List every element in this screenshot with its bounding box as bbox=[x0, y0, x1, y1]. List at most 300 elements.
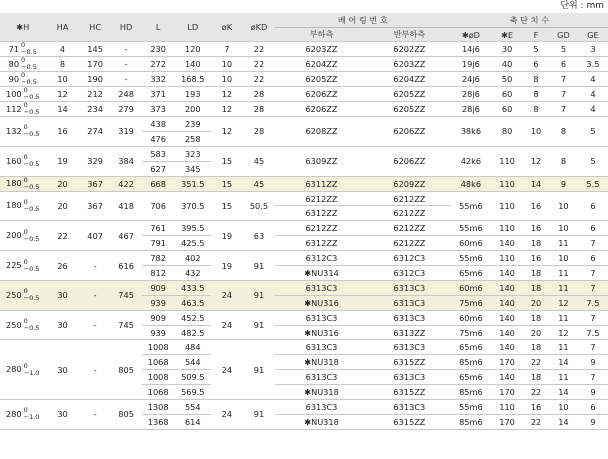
ld-cell: 323 bbox=[175, 146, 211, 161]
hd-cell: 279 bbox=[111, 102, 142, 117]
l-cell: 1368 bbox=[142, 414, 175, 429]
height-cell bbox=[0, 310, 45, 340]
table-body bbox=[0, 42, 608, 430]
ge-cell: 7.5 bbox=[578, 295, 608, 310]
ha-cell: 20 bbox=[45, 176, 79, 191]
ge-cell: 7 bbox=[578, 280, 608, 295]
anti-load-side-bearing-cell: 6313C3 bbox=[368, 310, 451, 325]
k-cell: 15 bbox=[211, 191, 243, 221]
table-row bbox=[0, 87, 608, 102]
kd-cell: 22 bbox=[243, 72, 275, 87]
l-cell: 761 bbox=[142, 221, 175, 236]
d-cell: 38k6 bbox=[451, 117, 491, 147]
kd-cell: 22 bbox=[243, 42, 275, 57]
ge-cell: 4 bbox=[578, 87, 608, 102]
e-cell: 140 bbox=[491, 340, 523, 355]
load-side-bearing-cell: 6309ZZ bbox=[275, 146, 368, 176]
hd-cell: 422 bbox=[111, 176, 142, 191]
e-cell: 110 bbox=[491, 251, 523, 266]
load-side-bearing-cell: 6203ZZ bbox=[275, 42, 368, 57]
anti-load-side-bearing-cell: 6204ZZ bbox=[368, 72, 451, 87]
anti-load-side-bearing-cell: 6212ZZ bbox=[368, 221, 451, 236]
l-cell: 438 bbox=[142, 117, 175, 132]
f-cell: 12 bbox=[523, 146, 549, 176]
f-cell: 20 bbox=[523, 325, 549, 340]
e-cell: 80 bbox=[491, 117, 523, 147]
header-anti-load-side: 반부하측 bbox=[368, 28, 451, 42]
f-cell: 6 bbox=[523, 57, 549, 72]
kd-cell: 91 bbox=[243, 310, 275, 340]
height-value: 200 bbox=[6, 230, 22, 241]
ld-cell: 193 bbox=[175, 87, 211, 102]
gd-cell: 7 bbox=[549, 102, 578, 117]
ge-cell: 3 bbox=[578, 42, 608, 57]
l-cell: 583 bbox=[142, 146, 175, 161]
load-side-bearing-cell: ✱NU316 bbox=[275, 325, 368, 340]
gd-cell: 11 bbox=[549, 266, 578, 281]
height-cell bbox=[0, 176, 45, 191]
ld-cell: 395.5 bbox=[175, 221, 211, 236]
height-value: 80 bbox=[8, 58, 20, 69]
l-cell: 909 bbox=[142, 310, 175, 325]
ge-cell: 9 bbox=[578, 355, 608, 370]
l-cell: 782 bbox=[142, 251, 175, 266]
height-cell bbox=[0, 340, 45, 400]
height-tolerance bbox=[24, 318, 40, 332]
k-cell: 12 bbox=[211, 102, 243, 117]
hc-cell: - bbox=[80, 340, 111, 400]
kd-cell: 45 bbox=[243, 146, 275, 176]
ge-cell: 9 bbox=[578, 385, 608, 400]
l-cell: 812 bbox=[142, 266, 175, 281]
anti-load-side-bearing-cell: 6315ZZ bbox=[368, 385, 451, 400]
k-cell: 15 bbox=[211, 176, 243, 191]
load-side-bearing-cell: 6206ZZ bbox=[275, 87, 368, 102]
ha-cell: 4 bbox=[45, 42, 79, 57]
table-row bbox=[0, 310, 608, 325]
e-cell: 140 bbox=[491, 370, 523, 385]
ha-cell: 16 bbox=[45, 117, 79, 147]
ge-cell: 9 bbox=[578, 414, 608, 429]
ge-cell: 7 bbox=[578, 340, 608, 355]
d-cell: 60m6 bbox=[451, 236, 491, 251]
anti-load-side-bearing-cell: 6312C3 bbox=[368, 251, 451, 266]
hd-cell: 384 bbox=[111, 146, 142, 176]
load-side-bearing-cell: 6312ZZ bbox=[275, 236, 368, 251]
f-cell: 20 bbox=[523, 295, 549, 310]
ld-cell: 554 bbox=[175, 400, 211, 415]
height-tolerance bbox=[24, 288, 40, 302]
tolerance-lower: −1.0 bbox=[23, 413, 40, 422]
height-value: 132 bbox=[6, 125, 22, 136]
tolerance-lower: −0.5 bbox=[21, 78, 37, 86]
f-cell: 22 bbox=[523, 414, 549, 429]
f-cell: 16 bbox=[523, 191, 549, 221]
gd-cell: 11 bbox=[549, 310, 578, 325]
ld-cell: 200 bbox=[175, 102, 211, 117]
ha-cell: 30 bbox=[45, 310, 79, 340]
l-cell: 1008 bbox=[142, 340, 175, 355]
load-side-bearing-cell: 6205ZZ bbox=[275, 72, 368, 87]
ge-cell: 6 bbox=[578, 251, 608, 266]
ld-cell: 463.5 bbox=[175, 295, 211, 310]
tolerance-upper: 0 bbox=[23, 317, 28, 326]
header-shaft-group: 축 단 치 수 bbox=[451, 13, 608, 28]
hc-cell: 212 bbox=[80, 87, 111, 102]
height-cell bbox=[0, 191, 45, 221]
f-cell: 16 bbox=[523, 251, 549, 266]
gd-cell: 12 bbox=[549, 325, 578, 340]
d-cell: 85m6 bbox=[451, 355, 491, 370]
d-cell: 42k6 bbox=[451, 146, 491, 176]
tolerance-lower: −0.5 bbox=[21, 48, 37, 56]
l-cell: 476 bbox=[142, 131, 175, 146]
height-cell bbox=[0, 280, 45, 310]
e-cell: 60 bbox=[491, 87, 523, 102]
ld-cell: 120 bbox=[175, 42, 211, 57]
anti-load-side-bearing-cell: 6313C3 bbox=[368, 400, 451, 415]
f-cell: 18 bbox=[523, 370, 549, 385]
load-side-bearing-cell: 6212ZZ bbox=[275, 221, 368, 236]
e-cell: 50 bbox=[491, 72, 523, 87]
ld-cell: 484 bbox=[175, 340, 211, 355]
hd-cell: 745 bbox=[111, 280, 142, 310]
hc-cell: 190 bbox=[80, 72, 111, 87]
ld-cell: 614 bbox=[175, 414, 211, 429]
height-value: 280 bbox=[6, 408, 22, 419]
table-row bbox=[0, 102, 608, 117]
gd-cell: 10 bbox=[549, 251, 578, 266]
e-cell: 110 bbox=[491, 221, 523, 236]
f-cell: 14 bbox=[523, 176, 549, 191]
kd-cell: 28 bbox=[243, 117, 275, 147]
tolerance-lower: −0.5 bbox=[23, 204, 40, 213]
e-cell: 140 bbox=[491, 310, 523, 325]
ha-cell: 8 bbox=[45, 57, 79, 72]
hd-cell: - bbox=[111, 72, 142, 87]
load-side-bearing-cell: 6313C3 bbox=[275, 400, 368, 415]
hd-cell: 467 bbox=[111, 221, 142, 251]
header-h: ✱H bbox=[0, 13, 45, 42]
load-side-bearing-cell: 6212ZZ bbox=[275, 191, 368, 206]
height-value: 71 bbox=[8, 43, 20, 54]
ge-cell: 3.5 bbox=[578, 57, 608, 72]
header-l: L bbox=[142, 13, 175, 42]
l-cell: 939 bbox=[142, 325, 175, 340]
tolerance-lower: −0.5 bbox=[23, 294, 40, 303]
header-bearing-group: 베 어 링 번 호 bbox=[275, 13, 451, 28]
ha-cell: 30 bbox=[45, 400, 79, 430]
header-ge: GE bbox=[578, 28, 608, 42]
e-cell: 110 bbox=[491, 191, 523, 221]
d-cell: 55m6 bbox=[451, 221, 491, 236]
gd-cell: 5 bbox=[549, 42, 578, 57]
gd-cell: 12 bbox=[549, 295, 578, 310]
tolerance-upper: 0 bbox=[23, 227, 28, 236]
height-value: 250 bbox=[6, 289, 22, 300]
height-cell bbox=[0, 251, 45, 281]
kd-cell: 91 bbox=[243, 400, 275, 430]
load-side-bearing-cell: 6313C3 bbox=[275, 370, 368, 385]
ld-cell: 482.5 bbox=[175, 325, 211, 340]
tolerance-lower: −0.5 bbox=[23, 264, 40, 273]
k-cell: 7 bbox=[211, 42, 243, 57]
height-value: 180 bbox=[6, 178, 22, 189]
header-hd: HD bbox=[111, 13, 142, 42]
ld-cell: 569.5 bbox=[175, 385, 211, 400]
kd-cell: 91 bbox=[243, 251, 275, 281]
tolerance-upper: 0 bbox=[23, 176, 28, 184]
k-cell: 19 bbox=[211, 251, 243, 281]
tolerance-upper: 0 bbox=[21, 71, 26, 79]
ld-cell: 452.5 bbox=[175, 310, 211, 325]
l-cell: 230 bbox=[142, 42, 175, 57]
l-cell: 1308 bbox=[142, 400, 175, 415]
d-cell: 60m6 bbox=[451, 310, 491, 325]
ld-cell: 544 bbox=[175, 355, 211, 370]
l-cell: 1008 bbox=[142, 370, 175, 385]
header-load-side: 부하측 bbox=[275, 28, 368, 42]
height-tolerance bbox=[24, 87, 40, 101]
load-side-bearing-cell: 6204ZZ bbox=[275, 57, 368, 72]
gd-cell: 8 bbox=[549, 117, 578, 147]
height-cell bbox=[0, 57, 45, 72]
kd-cell: 28 bbox=[243, 87, 275, 102]
hd-cell: - bbox=[111, 42, 142, 57]
ge-cell: 7 bbox=[578, 266, 608, 281]
tolerance-lower: −0.5 bbox=[23, 234, 40, 243]
ge-cell: 7 bbox=[578, 236, 608, 251]
k-cell: 24 bbox=[211, 280, 243, 310]
d-cell: 65m6 bbox=[451, 266, 491, 281]
gd-cell: 14 bbox=[549, 414, 578, 429]
table-row bbox=[0, 221, 608, 236]
e-cell: 140 bbox=[491, 266, 523, 281]
anti-load-side-bearing-cell: 6206ZZ bbox=[368, 146, 451, 176]
hd-cell: 248 bbox=[111, 87, 142, 102]
l-cell: 332 bbox=[142, 72, 175, 87]
l-cell: 909 bbox=[142, 280, 175, 295]
ge-cell: 7.5 bbox=[578, 325, 608, 340]
k-cell: 24 bbox=[211, 400, 243, 430]
f-cell: 18 bbox=[523, 280, 549, 295]
hc-cell: - bbox=[80, 310, 111, 340]
anti-load-side-bearing-cell: 6313ZZ bbox=[368, 325, 451, 340]
l-cell: 627 bbox=[142, 161, 175, 176]
height-cell bbox=[0, 102, 45, 117]
anti-load-side-bearing-cell: 6205ZZ bbox=[368, 102, 451, 117]
height-tolerance bbox=[21, 42, 37, 56]
gd-cell: 10 bbox=[549, 191, 578, 221]
load-side-bearing-cell: ✱NU318 bbox=[275, 355, 368, 370]
anti-load-side-bearing-cell: 6312C3 bbox=[368, 266, 451, 281]
l-cell: 373 bbox=[142, 102, 175, 117]
anti-load-side-bearing-cell: 6206ZZ bbox=[368, 117, 451, 147]
gd-cell: 14 bbox=[549, 385, 578, 400]
l-cell: 272 bbox=[142, 57, 175, 72]
unit-label: 단위 : mm bbox=[560, 1, 604, 11]
gd-cell: 10 bbox=[549, 221, 578, 236]
anti-load-side-bearing-cell: 6313C3 bbox=[368, 280, 451, 295]
tolerance-upper: 0 bbox=[23, 101, 28, 109]
table-row bbox=[0, 400, 608, 415]
e-cell: 60 bbox=[491, 102, 523, 117]
e-cell: 110 bbox=[491, 400, 523, 415]
f-cell: 16 bbox=[523, 221, 549, 236]
load-side-bearing-cell: 6311ZZ bbox=[275, 176, 368, 191]
hd-cell: 319 bbox=[111, 117, 142, 147]
d-cell: 55m6 bbox=[451, 251, 491, 266]
table-row bbox=[0, 42, 608, 57]
height-value: 100 bbox=[6, 88, 22, 99]
dimension-table bbox=[0, 13, 608, 430]
load-side-bearing-cell: 6313C3 bbox=[275, 340, 368, 355]
ld-cell: 239 bbox=[175, 117, 211, 132]
d-cell: 65m6 bbox=[451, 370, 491, 385]
ge-cell: 6 bbox=[578, 221, 608, 236]
ha-cell: 19 bbox=[45, 146, 79, 176]
f-cell: 10 bbox=[523, 117, 549, 147]
gd-cell: 8 bbox=[549, 146, 578, 176]
table-header bbox=[0, 13, 608, 42]
tolerance-upper: 0 bbox=[23, 406, 28, 415]
height-cell bbox=[0, 87, 45, 102]
hd-cell: 418 bbox=[111, 191, 142, 221]
table-row bbox=[0, 72, 608, 87]
f-cell: 18 bbox=[523, 266, 549, 281]
d-cell: 75m6 bbox=[451, 295, 491, 310]
height-tolerance bbox=[24, 407, 40, 421]
tolerance-upper: 0 bbox=[23, 153, 28, 162]
table-row bbox=[0, 176, 608, 191]
l-cell: 939 bbox=[142, 295, 175, 310]
height-tolerance bbox=[24, 199, 40, 213]
gd-cell: 14 bbox=[549, 355, 578, 370]
ha-cell: 20 bbox=[45, 191, 79, 221]
height-tolerance bbox=[21, 72, 37, 86]
hd-cell: 616 bbox=[111, 251, 142, 281]
height-tolerance bbox=[24, 124, 40, 138]
k-cell: 15 bbox=[211, 146, 243, 176]
height-cell bbox=[0, 146, 45, 176]
d-cell: 28j6 bbox=[451, 102, 491, 117]
hd-cell: 745 bbox=[111, 310, 142, 340]
hc-cell: 274 bbox=[80, 117, 111, 147]
e-cell: 140 bbox=[491, 280, 523, 295]
anti-load-side-bearing-cell: 6203ZZ bbox=[368, 57, 451, 72]
e-cell: 170 bbox=[491, 355, 523, 370]
hd-cell: 805 bbox=[111, 340, 142, 400]
height-cell bbox=[0, 400, 45, 430]
l-cell: 791 bbox=[142, 236, 175, 251]
height-tolerance bbox=[24, 363, 40, 377]
table-row bbox=[0, 251, 608, 266]
d-cell: 24j6 bbox=[451, 72, 491, 87]
f-cell: 16 bbox=[523, 400, 549, 415]
f-cell: 8 bbox=[523, 72, 549, 87]
kd-cell: 22 bbox=[243, 57, 275, 72]
d-cell: 48k6 bbox=[451, 176, 491, 191]
kd-cell: 63 bbox=[243, 221, 275, 251]
header-d: ✱øD bbox=[451, 28, 491, 42]
gd-cell: 6 bbox=[549, 57, 578, 72]
tolerance-upper: 0 bbox=[23, 86, 28, 94]
e-cell: 140 bbox=[491, 325, 523, 340]
ge-cell: 4 bbox=[578, 102, 608, 117]
hc-cell: - bbox=[80, 280, 111, 310]
d-cell: 75m6 bbox=[451, 325, 491, 340]
tolerance-upper: 0 bbox=[23, 287, 28, 296]
kd-cell: 91 bbox=[243, 340, 275, 400]
anti-load-side-bearing-cell: 6212ZZ bbox=[368, 236, 451, 251]
gd-cell: 9 bbox=[549, 176, 578, 191]
tolerance-upper: 0 bbox=[23, 257, 28, 266]
header-ha: HA bbox=[45, 13, 79, 42]
load-side-bearing-cell: 6312C3 bbox=[275, 251, 368, 266]
d-cell: 85m6 bbox=[451, 385, 491, 400]
e-cell: 110 bbox=[491, 176, 523, 191]
e-cell: 170 bbox=[491, 414, 523, 429]
e-cell: 110 bbox=[491, 146, 523, 176]
hc-cell: 407 bbox=[80, 221, 111, 251]
hc-cell: 145 bbox=[80, 42, 111, 57]
hc-cell: 329 bbox=[80, 146, 111, 176]
k-cell: 12 bbox=[211, 117, 243, 147]
ld-cell: 258 bbox=[175, 131, 211, 146]
height-value: 90 bbox=[8, 73, 20, 84]
tolerance-upper: 0 bbox=[21, 56, 26, 64]
f-cell: 18 bbox=[523, 236, 549, 251]
d-cell: 19j6 bbox=[451, 57, 491, 72]
f-cell: 18 bbox=[523, 340, 549, 355]
ha-cell: 12 bbox=[45, 87, 79, 102]
k-cell: 19 bbox=[211, 221, 243, 251]
ha-cell: 30 bbox=[45, 340, 79, 400]
height-tolerance bbox=[24, 102, 40, 116]
ge-cell: 5.5 bbox=[578, 176, 608, 191]
ge-cell: 6 bbox=[578, 191, 608, 221]
tolerance-lower: −0.5 bbox=[21, 63, 37, 71]
tolerance-lower: −0.5 bbox=[23, 130, 40, 139]
tolerance-lower: −0.5 bbox=[23, 160, 40, 169]
ld-cell: 140 bbox=[175, 57, 211, 72]
anti-load-side-bearing-cell: 6209ZZ bbox=[368, 176, 451, 191]
e-cell: 140 bbox=[491, 295, 523, 310]
ha-cell: 30 bbox=[45, 280, 79, 310]
ge-cell: 6 bbox=[578, 400, 608, 415]
table-row bbox=[0, 340, 608, 355]
ge-cell: 7 bbox=[578, 310, 608, 325]
e-cell: 140 bbox=[491, 236, 523, 251]
load-side-bearing-cell: ✱NU316 bbox=[275, 295, 368, 310]
k-cell: 10 bbox=[211, 57, 243, 72]
ld-cell: 432 bbox=[175, 266, 211, 281]
ld-cell: 433.5 bbox=[175, 280, 211, 295]
hc-cell: 234 bbox=[80, 102, 111, 117]
height-tolerance bbox=[24, 154, 40, 168]
anti-load-side-bearing-cell: 6313C3 bbox=[368, 295, 451, 310]
hc-cell: - bbox=[80, 251, 111, 281]
load-side-bearing-cell: ✱NU314 bbox=[275, 266, 368, 281]
hc-cell: - bbox=[80, 400, 111, 430]
anti-load-side-bearing-cell: 6313C3 bbox=[368, 370, 451, 385]
table-row bbox=[0, 191, 608, 206]
hc-cell: 367 bbox=[80, 191, 111, 221]
hc-cell: 367 bbox=[80, 176, 111, 191]
height-cell bbox=[0, 221, 45, 251]
gd-cell: 11 bbox=[549, 340, 578, 355]
anti-load-side-bearing-cell: 6315ZZ bbox=[368, 414, 451, 429]
